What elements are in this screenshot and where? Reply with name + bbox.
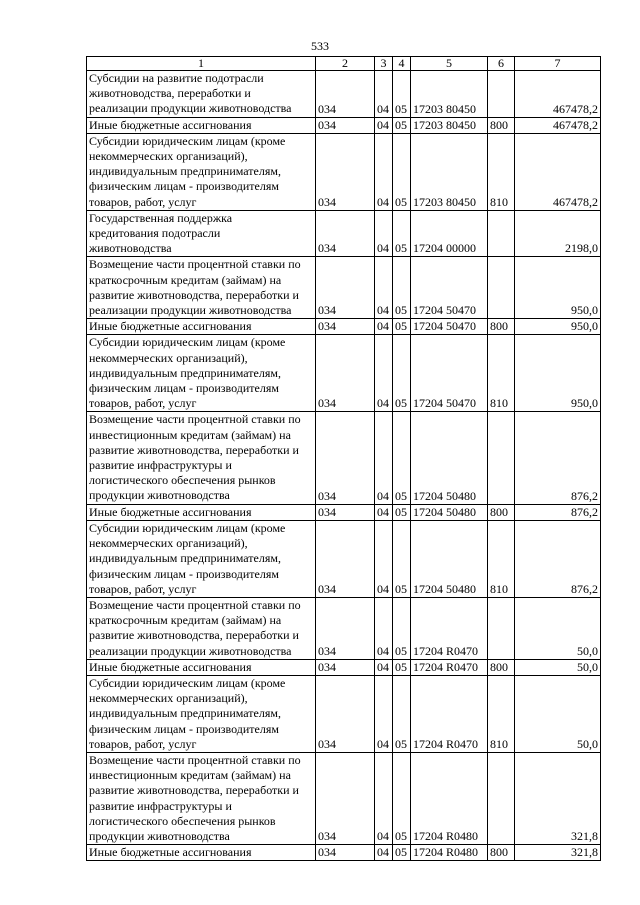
table-row (87, 597, 601, 659)
header-col-7: 7 (515, 57, 601, 71)
row-subsection-code-cell: 05 (393, 133, 411, 210)
row-name-cell (87, 335, 316, 412)
row-name-line: индивидуальным предпринимателям, (89, 551, 281, 566)
row-section-code-cell: 04 (375, 133, 393, 210)
row-section-code-cell: 04 (375, 520, 393, 597)
row-subsection-code-cell: 05 (393, 752, 411, 844)
row-amount-cell: 2198,0 (515, 210, 601, 257)
row-section-code-cell: 04 (375, 597, 393, 659)
row-name-line: физическим лицам - производителям (89, 381, 279, 396)
row-expense-type-code-cell: 800 (488, 319, 515, 335)
row-amount-cell: 321,8 (515, 845, 601, 861)
row-ved-code-cell: 034 (316, 117, 375, 133)
row-amount-cell: 876,2 (515, 520, 601, 597)
row-name-cell (87, 752, 316, 844)
row-expense-type-code-cell: 810 (488, 133, 515, 210)
row-amount-cell: 876,2 (515, 504, 601, 520)
row-name-line: животноводства (89, 241, 172, 256)
row-target-article-code-cell: 17204 50470 (411, 319, 488, 335)
row-name-line: некоммерческих организаций), (89, 691, 248, 706)
row-name-line: некоммерческих организаций), (89, 149, 248, 164)
row-amount-cell: 50,0 (515, 659, 601, 675)
row-name-cell (87, 520, 316, 597)
row-name-line: некоммерческих организаций), (89, 536, 248, 551)
row-amount-cell: 50,0 (515, 675, 601, 752)
row-expense-type-code-cell (488, 257, 515, 319)
row-subsection-code-cell: 05 (393, 257, 411, 319)
row-name-line: развитие инфраструктуры и (89, 458, 232, 473)
row-expense-type-code-cell: 800 (488, 845, 515, 861)
row-section-code-cell: 04 (375, 675, 393, 752)
row-section-code-cell: 04 (375, 659, 393, 675)
row-target-article-code-cell: 17204 R0470 (411, 675, 488, 752)
row-name-line: развитие животноводства, переработки и (89, 287, 299, 302)
row-expense-type-code-cell (488, 412, 515, 504)
row-expense-type-code-cell: 810 (488, 675, 515, 752)
row-section-code-cell: 04 (375, 117, 393, 133)
row-section-code-cell: 04 (375, 257, 393, 319)
row-name-line: Субсидии юридическим лицам (кроме (89, 133, 286, 148)
row-amount-cell: 467478,2 (515, 133, 601, 210)
table-row (87, 319, 601, 335)
row-name-line: развитие животноводства, переработки и (89, 628, 299, 643)
row-section-code-cell: 04 (375, 319, 393, 335)
row-name-line: физическим лицам - производителям (89, 566, 279, 581)
row-name-line: краткосрочным кредитам (займам) на (89, 272, 282, 287)
row-name-line: Возмещение части процентной ставки по (89, 597, 301, 612)
row-subsection-code-cell: 05 (393, 210, 411, 257)
row-name-line: продукции животноводства (89, 488, 230, 503)
row-expense-type-code-cell: 810 (488, 335, 515, 412)
row-name-cell (87, 845, 316, 861)
row-subsection-code-cell: 05 (393, 520, 411, 597)
row-section-code-cell: 04 (375, 71, 393, 118)
table-row (87, 412, 601, 504)
row-target-article-code-cell: 17204 R0480 (411, 752, 488, 844)
row-name-cell (87, 133, 316, 210)
header-col-3: 3 (375, 57, 393, 71)
row-name-line: товаров, работ, услуг (89, 194, 197, 209)
row-expense-type-code-cell: 800 (488, 504, 515, 520)
row-name-cell (87, 257, 316, 319)
row-section-code-cell: 04 (375, 210, 393, 257)
row-name-cell (87, 71, 316, 118)
row-ved-code-cell: 034 (316, 71, 375, 118)
row-subsection-code-cell: 05 (393, 71, 411, 118)
row-name-cell (87, 319, 316, 335)
row-ved-code-cell: 034 (316, 319, 375, 335)
table-row (87, 675, 601, 752)
row-name-line: товаров, работ, услуг (89, 396, 197, 411)
table-row (87, 504, 601, 520)
row-name-line: Субсидии юридическим лицам (кроме (89, 520, 286, 535)
row-name-line: Иные бюджетные ассигнования (89, 845, 252, 860)
row-subsection-code-cell: 05 (393, 504, 411, 520)
row-name-line: индивидуальным предпринимателям, (89, 365, 281, 380)
row-amount-cell: 467478,2 (515, 71, 601, 118)
row-subsection-code-cell: 05 (393, 335, 411, 412)
row-expense-type-code-cell: 810 (488, 520, 515, 597)
row-amount-cell: 950,0 (515, 335, 601, 412)
row-target-article-code-cell: 17204 R0480 (411, 845, 488, 861)
row-subsection-code-cell: 05 (393, 319, 411, 335)
table-row (87, 845, 601, 861)
row-target-article-code-cell: 17203 80450 (411, 71, 488, 118)
row-name-line: Государственная поддержка (89, 210, 233, 225)
row-name-line: Возмещение части процентной ставки по (89, 257, 301, 272)
row-expense-type-code-cell (488, 71, 515, 118)
row-name-cell (87, 659, 316, 675)
row-name-line: логистического обеспечения рынков (89, 813, 276, 828)
header-col-1: 1 (87, 57, 316, 71)
row-expense-type-code-cell: 800 (488, 117, 515, 133)
row-target-article-code-cell: 17204 50470 (411, 335, 488, 412)
row-subsection-code-cell: 05 (393, 597, 411, 659)
page-number: 533 (311, 39, 329, 53)
row-name-line: Субсидии юридическим лицам (кроме (89, 675, 286, 690)
row-name-cell (87, 412, 316, 504)
row-subsection-code-cell: 05 (393, 675, 411, 752)
row-ved-code-cell: 034 (316, 845, 375, 861)
row-ved-code-cell: 034 (316, 210, 375, 257)
row-target-article-code-cell: 17204 50480 (411, 504, 488, 520)
row-expense-type-code-cell (488, 210, 515, 257)
row-ved-code-cell: 034 (316, 752, 375, 844)
row-name-line: Иные бюджетные ассигнования (89, 319, 252, 334)
table-row (87, 133, 601, 210)
row-ved-code-cell: 034 (316, 675, 375, 752)
row-amount-cell: 50,0 (515, 597, 601, 659)
row-target-article-code-cell: 17203 80450 (411, 117, 488, 133)
row-name-line: развитие животноводства, переработки и (89, 442, 299, 457)
table-row (87, 335, 601, 412)
table-row (87, 752, 601, 844)
row-target-article-code-cell: 17204 50480 (411, 412, 488, 504)
row-subsection-code-cell: 05 (393, 845, 411, 861)
table-row (87, 117, 601, 133)
row-section-code-cell: 04 (375, 412, 393, 504)
row-name-line: товаров, работ, услуг (89, 736, 197, 751)
row-section-code-cell: 04 (375, 845, 393, 861)
row-target-article-code-cell: 17204 R0470 (411, 597, 488, 659)
row-ved-code-cell: 034 (316, 597, 375, 659)
table-row (87, 71, 601, 118)
row-name-cell (87, 675, 316, 752)
row-name-line: продукции животноводства (89, 828, 230, 843)
table-row (87, 257, 601, 319)
row-name-line: товаров, работ, услуг (89, 581, 197, 596)
row-name-line: физическим лицам - производителям (89, 721, 279, 736)
row-name-line: Субсидии юридическим лицам (кроме (89, 335, 286, 350)
row-ved-code-cell: 034 (316, 133, 375, 210)
header-col-4: 4 (393, 57, 411, 71)
row-section-code-cell: 04 (375, 752, 393, 844)
row-section-code-cell: 04 (375, 335, 393, 412)
row-amount-cell: 876,2 (515, 412, 601, 504)
row-subsection-code-cell: 05 (393, 412, 411, 504)
table-header-row (87, 57, 601, 71)
row-target-article-code-cell: 17203 80450 (411, 133, 488, 210)
row-ved-code-cell: 034 (316, 504, 375, 520)
row-name-line: инвестиционным кредитам (займам) на (89, 427, 291, 442)
row-name-cell (87, 117, 316, 133)
budget-table (86, 56, 601, 861)
row-amount-cell: 950,0 (515, 257, 601, 319)
row-name-line: Субсидии на развитие подотрасли (89, 71, 264, 85)
row-subsection-code-cell: 05 (393, 659, 411, 675)
table-row (87, 210, 601, 257)
row-ved-code-cell: 034 (316, 659, 375, 675)
row-name-line: инвестиционным кредитам (займам) на (89, 768, 291, 783)
row-name-line: Возмещение части процентной ставки по (89, 412, 301, 427)
row-target-article-code-cell: 17204 R0470 (411, 659, 488, 675)
header-col-6: 6 (488, 57, 515, 71)
row-expense-type-code-cell (488, 597, 515, 659)
budget-table-body (87, 57, 601, 861)
row-name-line: краткосрочным кредитам (займам) на (89, 613, 282, 628)
row-name-line: развитие животноводства, переработки и (89, 783, 299, 798)
header-col-5: 5 (411, 57, 488, 71)
row-name-line: реализации продукции животноводства (89, 101, 292, 116)
row-ved-code-cell: 034 (316, 335, 375, 412)
header-col-2: 2 (316, 57, 375, 71)
row-expense-type-code-cell (488, 752, 515, 844)
row-section-code-cell: 04 (375, 504, 393, 520)
row-name-line: кредитования подотрасли (89, 226, 221, 241)
row-target-article-code-cell: 17204 00000 (411, 210, 488, 257)
row-name-line: развитие инфраструктуры и (89, 798, 232, 813)
row-name-line: Иные бюджетные ассигнования (89, 117, 252, 132)
row-ved-code-cell: 034 (316, 412, 375, 504)
row-expense-type-code-cell: 800 (488, 659, 515, 675)
row-name-line: индивидуальным предпринимателям, (89, 164, 281, 179)
row-name-line: логистического обеспечения рынков (89, 473, 276, 488)
row-name-line: Иные бюджетные ассигнования (89, 659, 252, 674)
row-name-cell (87, 210, 316, 257)
row-name-line: индивидуальным предпринимателям, (89, 706, 281, 721)
row-name-line: физическим лицам - производителям (89, 179, 279, 194)
table-row (87, 659, 601, 675)
row-target-article-code-cell: 17204 50470 (411, 257, 488, 319)
row-subsection-code-cell: 05 (393, 117, 411, 133)
row-name-line: Возмещение части процентной ставки по (89, 752, 301, 767)
row-target-article-code-cell: 17204 50480 (411, 520, 488, 597)
row-name-line: реализации продукции животноводства (89, 303, 292, 318)
row-name-line: Иные бюджетные ассигнования (89, 504, 252, 519)
row-amount-cell: 321,8 (515, 752, 601, 844)
row-name-cell (87, 504, 316, 520)
row-amount-cell: 467478,2 (515, 117, 601, 133)
row-name-line: некоммерческих организаций), (89, 350, 248, 365)
row-ved-code-cell: 034 (316, 257, 375, 319)
row-name-line: животноводства, переработки и (89, 86, 251, 101)
row-name-line: реализации продукции животноводства (89, 643, 292, 658)
row-ved-code-cell: 034 (316, 520, 375, 597)
row-name-cell (87, 597, 316, 659)
row-amount-cell: 950,0 (515, 319, 601, 335)
table-row (87, 520, 601, 597)
